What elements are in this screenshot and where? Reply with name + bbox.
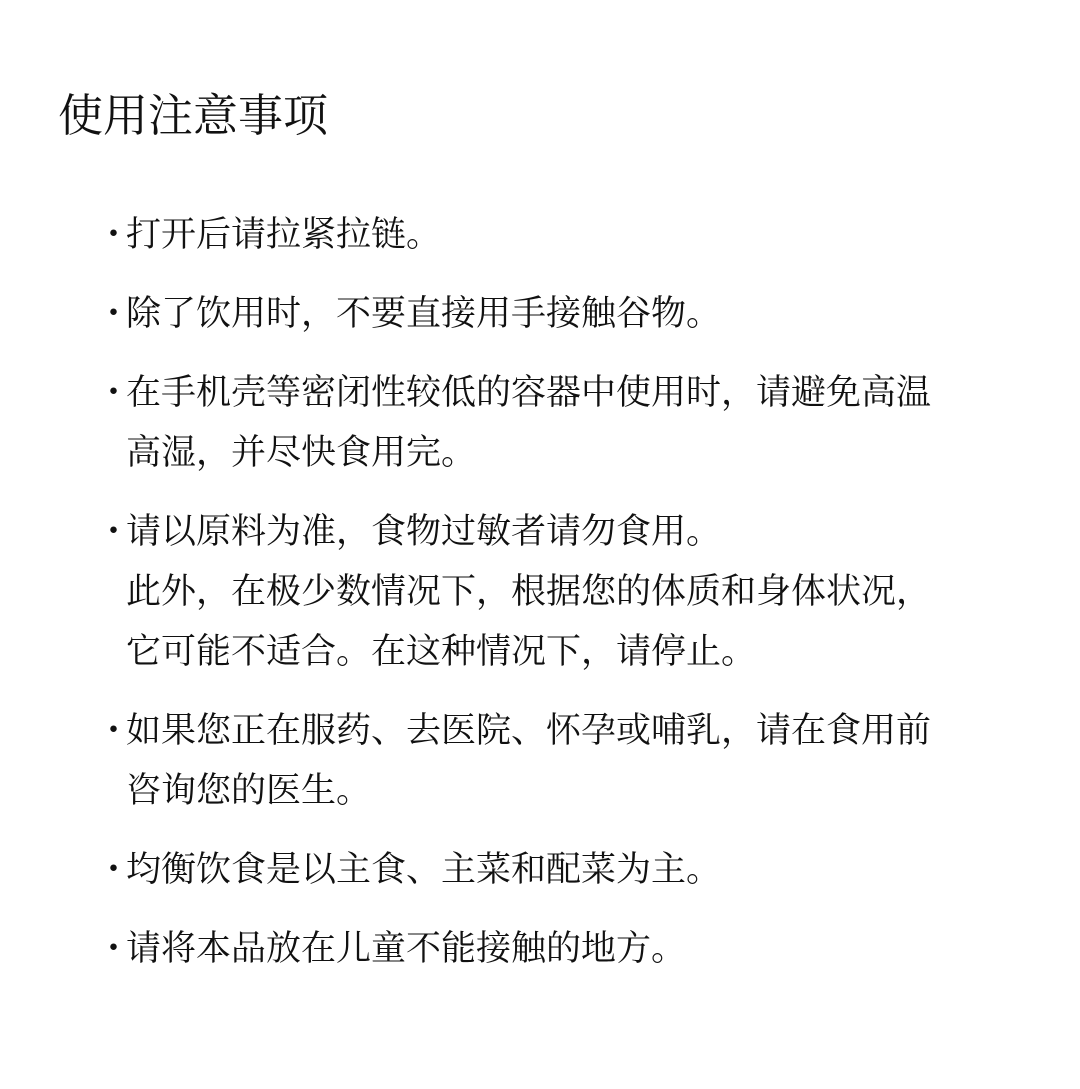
list-item-text: 请将本品放在儿童不能接触的地方。: [126, 929, 687, 969]
list-item-text: 咨询您的医生。: [126, 771, 372, 811]
page-title: 使用注意事项: [58, 89, 329, 142]
list-item: [96, 502, 1036, 682]
list-item: [96, 205, 1036, 265]
bullet-icon: ・: [96, 373, 132, 413]
bullet-icon: ・: [96, 294, 132, 334]
bullet-icon: ・: [96, 850, 132, 890]
list-item-text: 均衡饮食是以主食、主菜和配菜为主。: [126, 850, 722, 890]
bullet-icon: ・: [96, 929, 132, 969]
bullet-icon: ・: [96, 711, 132, 751]
precautions-list: [96, 205, 1036, 998]
list-item-text: 高湿，并尽快食用完。: [126, 433, 477, 473]
list-item: [96, 840, 1036, 900]
list-item-text: 打开后请拉紧拉链。: [126, 215, 442, 255]
list-item-text: 请以原料为准，食物过敏者请勿食用。: [126, 512, 722, 552]
list-item: [96, 701, 1036, 821]
list-item-text: 在手机壳等密闭性较低的容器中使用时，请避免高温: [126, 373, 932, 413]
list-item-text: 除了饮用时，不要直接用手接触谷物。: [126, 294, 722, 334]
list-item: [96, 919, 1036, 979]
list-item-text: 如果您正在服药、去医院、怀孕或哺乳，请在食用前: [126, 711, 932, 751]
bullet-icon: ・: [96, 512, 132, 552]
bullet-icon: ・: [96, 215, 132, 255]
list-item-text: 此外，在极少数情况下，根据您的体质和身体状况，: [126, 572, 932, 612]
list-item-text: 它可能不适合。在这种情况下，请停止。: [126, 632, 757, 672]
list-item: [96, 363, 1036, 483]
list-item: [96, 284, 1036, 344]
